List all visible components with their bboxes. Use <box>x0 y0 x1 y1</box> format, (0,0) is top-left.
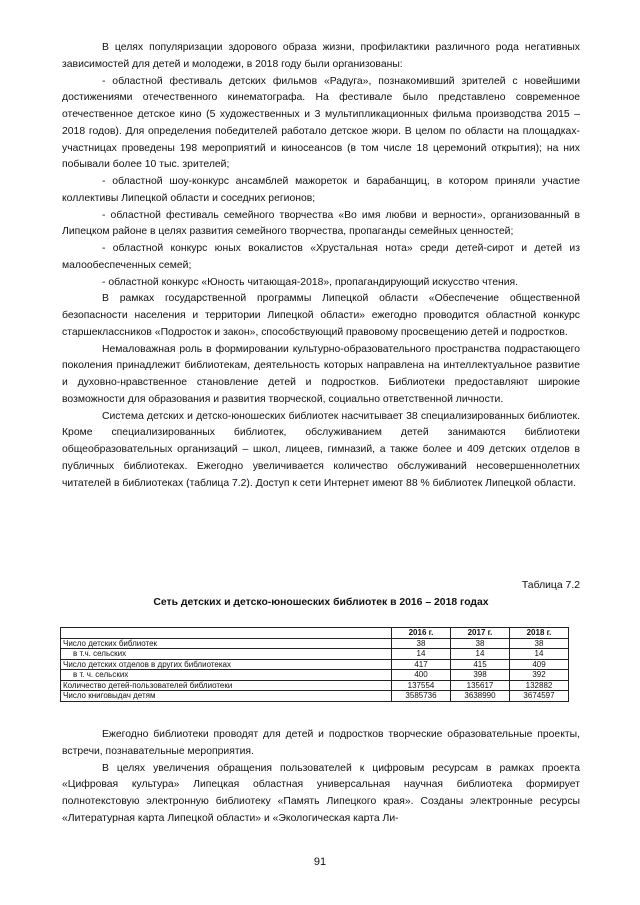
paragraph: - областной фестиваль семейного творчества «Во имя любви и верности», организованный в Липецком районе в целях развития семейного творчества, пропаганды семейных ценностей; <box>62 209 580 238</box>
row-label: Число книговыдач детям <box>61 691 392 702</box>
row-label: Количество детей-пользователей библиотеки <box>61 680 392 691</box>
row-value: 415 <box>451 659 510 670</box>
row-value: 132882 <box>510 680 569 691</box>
paragraph: В целях популяризации здорового образа жизни, профилактики различного рода негативных зависимостей для детей и молодежи, в 2018 году были организованы: <box>62 42 580 70</box>
row-label: Число детских библиотек <box>61 638 392 649</box>
row-value: 14 <box>392 649 451 660</box>
row-value: 400 <box>392 670 451 681</box>
row-value: 38 <box>510 638 569 649</box>
libraries-table <box>60 627 569 702</box>
table-row <box>61 649 569 660</box>
row-label: Число детских отделов в других библиотеках <box>61 659 392 670</box>
paragraph: - областной фестиваль детских фильмов «Радуга», познакомивший зрителей с новейшими достижениями отечественного кинематографа. На фестивале было представлено современное отечественное детское кино (5 художественных и 3 мультипликационных фильма производства 2015 – 2018 годов). Для определения победителей работало детское жюри. В целом по области на площадках-участницах проведены 198 мероприятий и киносеансов (в том числе 18 церемоний открытия); на них побывали более 10 тыс. зрителей; <box>62 75 580 171</box>
row-value: 14 <box>451 649 510 660</box>
row-label: в т. ч. сельских <box>61 670 392 681</box>
table-header-cell: 2017 г. <box>451 628 510 639</box>
row-value: 398 <box>451 670 510 681</box>
paragraph: - областной шоу-конкурс ансамблей мажореток и барабанщиц, в котором приняли участие коллективы Липецкой области и соседних регионов; <box>62 176 580 204</box>
row-value: 38 <box>451 638 510 649</box>
row-value: 3638990 <box>451 691 510 702</box>
paragraph: Система детских и детско-юношеских библиотек насчитывает 38 специализированных библиотек. Кроме специализированных библиотек, обслуживанием детей занимаются библиотеки общеобразовательных организаций – школ, лицеев, гимназий, а также более и 409 детских отделов в публичных библиотеках. Ежегодно увеличивается количество обслуживаний несовершеннолетних читателей в библиотеках (таблица 7.2). Доступ к сети Интернет имеют 88 % библиотек Липецкой области. <box>62 410 580 489</box>
row-value: 409 <box>510 659 569 670</box>
row-label: в т.ч. сельских <box>61 649 392 660</box>
paragraph: В рамках государственной программы Липецкой области «Обеспечение общественной безопасности населения и территории Липецкой области» ежегодно проводится областной конкурс старшеклассников «Подросток и закон», способствующий правовому просвещению детей и подростков. <box>62 293 580 338</box>
row-value: 38 <box>392 638 451 649</box>
row-value: 137554 <box>392 680 451 691</box>
table-row <box>61 659 569 670</box>
body-text-bottom <box>62 727 580 828</box>
table-title: Сеть детских и детско-юношеских библиотек в 2016 – 2018 годах <box>153 597 489 608</box>
body-text-top <box>62 40 580 492</box>
table-header-cell <box>61 628 392 639</box>
paragraph: - областной конкурс юных вокалистов «Хрустальная нота» среди детей-сирот и детей из малообеспеченных семей; <box>62 243 580 271</box>
row-value: 135617 <box>451 680 510 691</box>
row-value: 392 <box>510 670 569 681</box>
table-caption: Таблица 7.2 <box>521 580 580 591</box>
table-row <box>61 638 569 649</box>
table-header-row <box>61 628 569 639</box>
page-number: 91 <box>313 856 327 868</box>
table-header-cell: 2018 г. <box>510 628 569 639</box>
row-value: 417 <box>392 659 451 670</box>
row-value: 3674597 <box>510 691 569 702</box>
table-header-cell: 2016 г. <box>392 628 451 639</box>
table-row <box>61 691 569 702</box>
paragraph: В целях увеличения обращения пользователей к цифровым ресурсам в рамках проекта «Цифровая культура» Липецкая областная универсальная научная библиотека формирует полнотекстовую электронную библиотеку «Память Липецкого края». Созданы электронные ресурсы «Литературная карта Липецкой области» и «Экологическая карта Ли- <box>62 762 580 824</box>
row-value: 3585736 <box>392 691 451 702</box>
table-row <box>61 680 569 691</box>
table-body <box>61 638 569 701</box>
table-row <box>61 670 569 681</box>
row-value: 14 <box>510 649 569 660</box>
paragraph: - областной конкурс «Юность читающая-2018», пропагандирующий искусство чтения. <box>102 276 519 288</box>
paragraph: Немаловажная роль в формировании культурно-образовательного пространства подрастающего поколения принадлежит библиотекам, деятельность которых направлена на интеллектуальное развитие и духовно-нравственное становление детей и подростков. Библиотеки предоставляют широкие возможности для образования и развития творческой, социально ответственной личности. <box>62 343 580 405</box>
paragraph: Ежегодно библиотеки проводят для детей и подростков творческие образовательные проекты, встречи, познавательные мероприятия. <box>62 729 580 757</box>
